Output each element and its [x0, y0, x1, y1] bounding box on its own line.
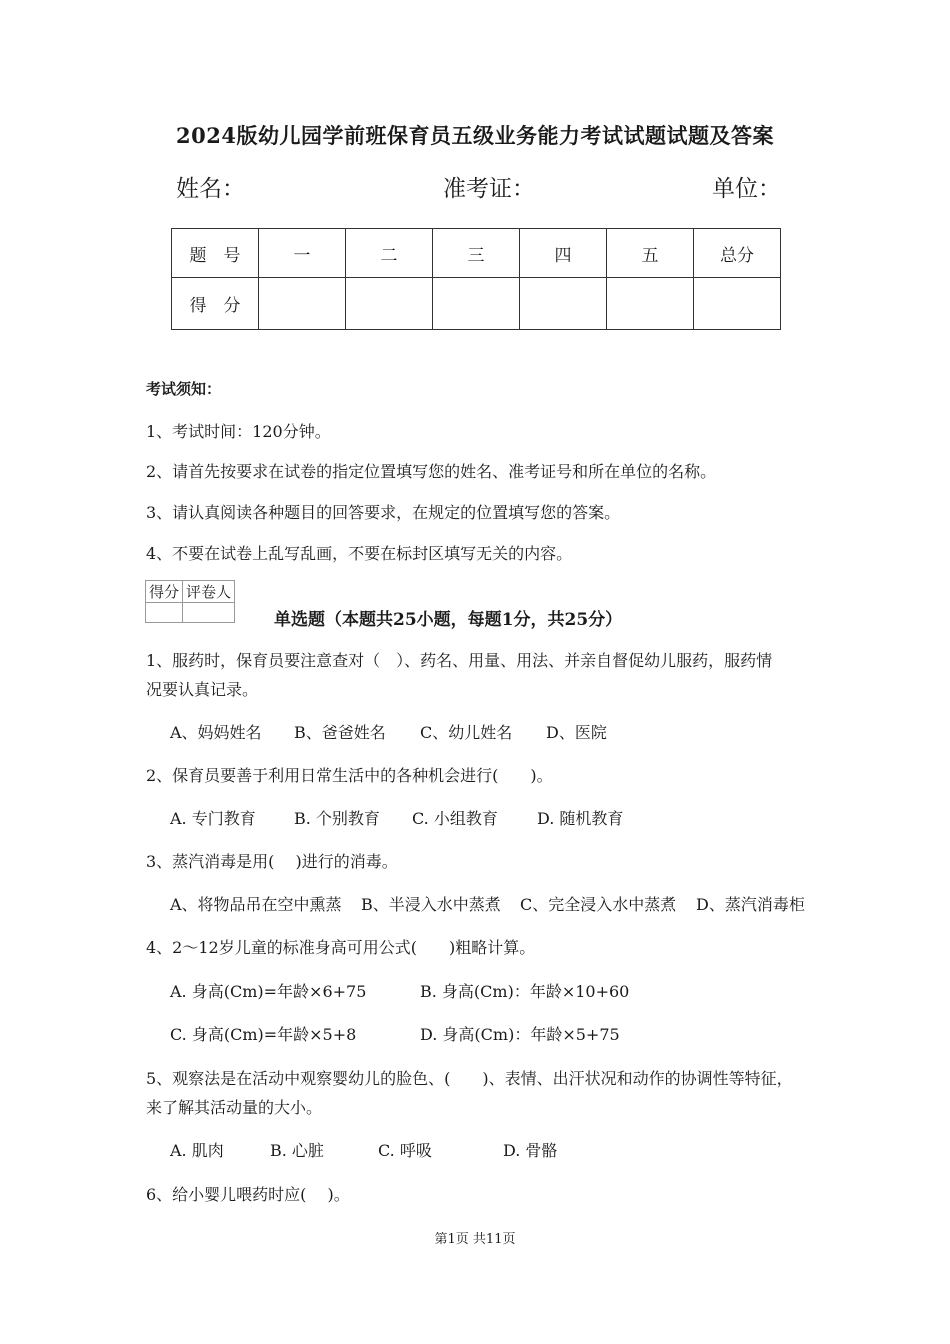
option-b: B、半浸入水中蒸煮	[361, 895, 501, 914]
notice-item: 3、请认真阅读各种题目的回答要求，在规定的位置填写您的答案。	[146, 503, 621, 522]
score-table	[171, 228, 781, 330]
notice-item: 4、不要在试卷上乱写乱画，不要在标封区填写无关的内容。	[146, 544, 573, 563]
option-a: A、将物品吊在空中熏蒸	[170, 895, 342, 914]
option-a: A、妈妈姓名	[170, 723, 262, 742]
option-c: C、幼儿姓名	[420, 723, 513, 742]
option-c: C. 呼吸	[378, 1141, 432, 1160]
notice-item: 1、考试时间：120分钟。	[146, 422, 331, 441]
score-header-cell: 三	[433, 229, 520, 278]
score-cell	[433, 278, 520, 330]
score-header-cell: 二	[346, 229, 433, 278]
option-b: B. 心脏	[270, 1141, 324, 1160]
grader-score-label: 得分	[146, 581, 183, 603]
option-d: D、医院	[546, 723, 607, 742]
option-d: D. 骨骼	[503, 1141, 558, 1160]
question-text-continued: 来了解其活动量的大小。	[146, 1098, 323, 1117]
question-text: 4、2～12岁儿童的标准身高可用公式( )粗略计算。	[146, 938, 536, 957]
option-d: D. 随机教育	[537, 809, 624, 828]
question-text: 3、蒸汽消毒是用( )进行的消毒。	[146, 852, 398, 871]
exam-number-label: 准考证：	[443, 176, 535, 202]
unit-label: 单位：	[712, 176, 781, 202]
score-table-score-row	[172, 278, 781, 330]
page-title: 2024版幼儿园学前班保育员五级业务能力考试试题试题及答案	[176, 123, 774, 148]
score-header-cell: 总分	[694, 229, 781, 278]
score-cell	[259, 278, 346, 330]
option-c: C. 小组教育	[412, 809, 498, 828]
grader-box	[145, 580, 235, 623]
score-header-cell: 四	[520, 229, 607, 278]
option-b: B. 个别教育	[294, 809, 380, 828]
option-a: A. 专门教育	[170, 809, 256, 828]
question-text: 1、服药时，保育员要注意查对（ ）、药名、用量、用法、并亲自督促幼儿服药，服药情	[146, 651, 773, 670]
question-text: 6、给小婴儿喂药时应( )。	[146, 1185, 350, 1204]
grader-reviewer-cell	[183, 603, 235, 623]
option-c: C. 身高(Cm)=年龄×5+8	[170, 1025, 357, 1044]
grader-reviewer-label: 评卷人	[183, 581, 235, 603]
score-header-cell: 五	[607, 229, 694, 278]
score-table-header-row	[172, 229, 781, 278]
option-d: D. 身高(Cm)：年龄×5+75	[420, 1025, 620, 1044]
page-footer: 第1页 共11页	[434, 1232, 516, 1247]
score-cell	[520, 278, 607, 330]
grader-score-cell	[146, 603, 183, 623]
score-header-cell: 一	[259, 229, 346, 278]
option-a: A. 肌肉	[170, 1141, 224, 1160]
section-title: 单选题（本题共25小题，每题1分，共25分）	[274, 610, 623, 630]
option-b: B. 身高(Cm)：年龄×10+60	[420, 982, 630, 1001]
score-cell	[607, 278, 694, 330]
option-d: D、蒸汽消毒柜	[696, 895, 805, 914]
score-cell	[694, 278, 781, 330]
question-text-continued: 况要认真记录。	[146, 680, 259, 699]
question-text: 5、观察法是在活动中观察婴幼儿的脸色、( )、表情、出汗状况和动作的协调性等特征，	[146, 1069, 793, 1088]
question-text: 2、保育员要善于利用日常生活中的各种机会进行( )。	[146, 766, 553, 785]
option-b: B、爸爸姓名	[294, 723, 386, 742]
score-row-label: 得 分	[172, 278, 259, 330]
notice-heading: 考试须知：	[146, 380, 222, 398]
score-header-cell: 题 号	[172, 229, 259, 278]
name-label: 姓名：	[176, 176, 245, 202]
option-a: A. 身高(Cm)=年龄×6+75	[170, 982, 367, 1001]
notice-item: 2、请首先按要求在试卷的指定位置填写您的姓名、准考证号和所在单位的名称。	[146, 462, 717, 481]
score-cell	[346, 278, 433, 330]
option-c: C、完全浸入水中蒸煮	[520, 895, 677, 914]
